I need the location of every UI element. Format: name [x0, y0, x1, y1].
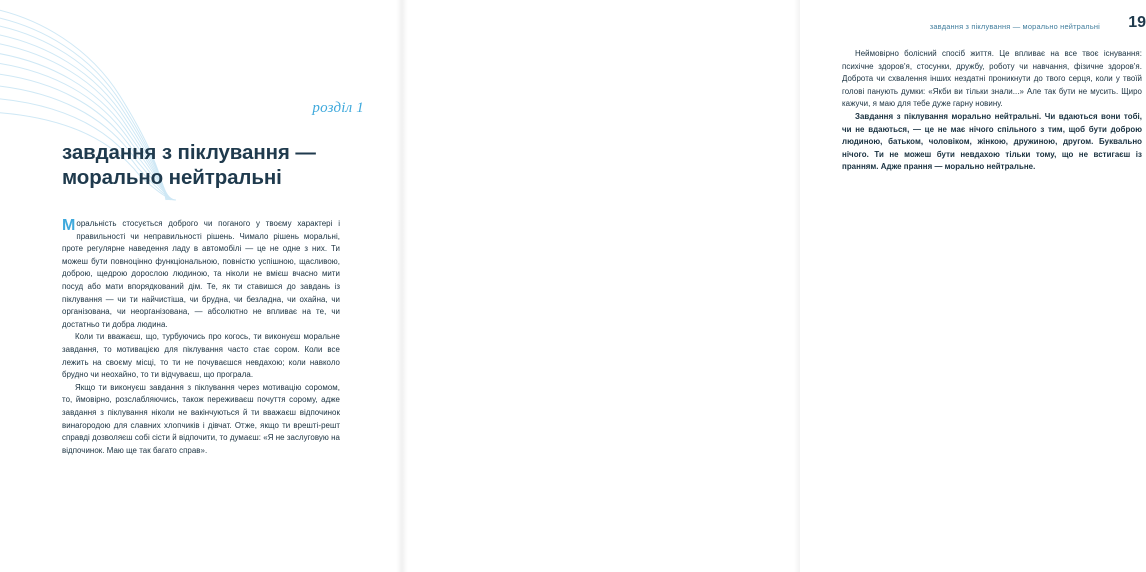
page-edge-shadow — [794, 0, 800, 572]
right-page — [400, 0, 1146, 572]
chapter-label: розділ 1 — [312, 100, 364, 116]
drop-cap: М — [62, 217, 76, 234]
paragraph-bold: Завдання з піклування морально нейтральні. Чи вдаються вони тобі, чи не вдаються, — це не має нічого спільного з тим, щоб бути доброю людиною, батьком, чоловіком, жінкою, дружиною, другом. Буквально нічого. Ти не можеш бути невдахою тільки тому, що не встигаєш із пранням. Адже прання — морально нейтральне. — [842, 111, 1142, 172]
paragraph — [62, 218, 340, 331]
chapter-title-line-1: завдання з піклування — — [62, 140, 316, 164]
paragraph-text: оральність стосується доброго чи поганого у твоєму характері і правильності чи неправильності рішень. Чимало рішень моральні, проте регулярне наведення ладу в автомобілі — це не одне з них. Ти можеш бути повноцінно функціональною, повністю успішною, щасливою, доброю, щедрою дорослою людиною, та ніколи не вмієш вчасно мити посуд або мати впорядкований дім. Те, як ти ставишся до завдань із піклування — чи ти найчистіша, чи брудна, чи безладна, чи охайна, чи організована, чи неорганізована, — абсолютно не впливає на те, чи достатньо ти добра людина. — [62, 219, 340, 329]
left-page — [0, 0, 400, 572]
left-page-body — [62, 218, 340, 457]
page-title — [62, 140, 374, 190]
paragraph: Якщо ти виконуєш завдання з піклування через мотивацію соромом, то, ймовірно, розслабляючись, також переживаєш почуття сорому, адже завдання з піклування ніколи не вакінчуються й ти вважаєш відпочинок винагородою для славних хлопчиків і дівчат. Отже, якщо ти врешті-решт справді дозволяєш собі сісти й відпочити, то думаєш: «Я не заслуговую на відпочинок. Маю ще так багато справ». — [62, 382, 340, 455]
right-page-body — [842, 48, 1142, 174]
chapter-title-line-2: морально нейтральні — [62, 165, 282, 189]
paragraph: Коли ти вважаєш, що, турбуючись про когось, ти виконуєш моральне завдання, то мотивацією для піклування часто стає сором. Коли все лежить на своєму місці, то ти не почуваєшся невдахою; коли навколо брудно чи неохайно, то ти відчуваєш, що програла. — [62, 332, 340, 380]
running-head: завдання з піклування — морально нейтральні — [929, 22, 1100, 31]
paragraph: Неймовірно болісний спосіб життя. Це впливає на все твоє існування: психічне здоров'я, стосунки, дружбу, роботу чи навчання, фізичне здоров'я. Доброта чи схвалення інших нездатні проникнути до твого серця, коли у твоїй голові панують думки: «Якби ви тільки знали...» Але так бути не мусить. Щиро кажучи, я маю для тебе дуже гарну новину. — [842, 49, 1142, 109]
page-number: 19 — [1128, 14, 1146, 31]
